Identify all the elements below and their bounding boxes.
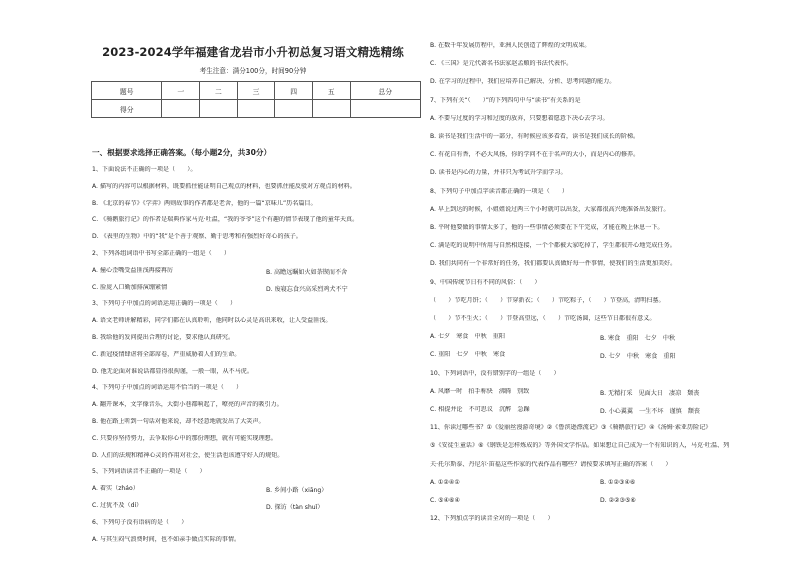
answer-option: D. 在学习的过程中，我们应培养自己解决、分析、思考问题的能力。 <box>430 78 616 86</box>
answer-option: A. 不要与过度的学习和过度的放弃，只要想着愿意下决心去学习。 <box>430 114 609 122</box>
question-line: 7、下列有关“（ ）”的下列四句中与“读书”有关系的是 <box>430 96 581 104</box>
score-table <box>91 81 421 118</box>
question-line: （ ）节吃月饼；（ ）节穿新衣；（ ）节吃粽子，（ ）节登高，清明扫墓。 <box>430 296 665 304</box>
answer-option: B. 在数千年发展历程中，亚洲人民创造了辉煌的文明成果。 <box>430 42 591 49</box>
score-input-cell[interactable] <box>275 100 313 118</box>
answer-option: B. 读书是我们生活中的一部分，有时候应该多看看，读书是我们成长的阶梯。 <box>430 133 640 140</box>
question-line: 3、下列句子中加点的词语运用正确的一项是（ ） <box>92 300 237 308</box>
answer-option: D. ②②③⑤⑥ <box>600 497 636 504</box>
answer-option: C. 新冠疫情肆虐将全部席卷，严重威胁着人们的生命。 <box>92 350 241 358</box>
answer-option: B. 他在路上听到一句话对他来说，却不经意地就发出了大笑声。 <box>92 418 265 425</box>
answer-option: A. 风靡一时 拍手称快 沸腾 别致 <box>430 387 530 395</box>
answer-option: D. 读书是内心的力量，并非只为考试升学而学习。 <box>430 169 567 177</box>
question-line: 12、下列加点字的读音全对的一项是（ ） <box>430 515 554 523</box>
answer-option: A. ①②④① <box>430 478 460 486</box>
answer-option: A. 语文老师讲解精彩，同学们都在认真聆听，他同时以心灵是高讯来收，让人受益匪浅。 <box>92 317 332 325</box>
answer-option: B. 寒食 重阳 七夕 中秋 <box>600 335 676 343</box>
question-line: 2、下列各组词语中书写全部正确的一组是（ ） <box>92 250 230 257</box>
question-line: 6、下列句子没有语病的是（ ） <box>92 518 188 526</box>
score-table-cell: 三 <box>237 82 275 100</box>
score-table-cell: 一 <box>162 82 200 100</box>
answer-option: C. 满是吃的说明中所用与自然相连接，一个个都被大家吃掉了，学生都很开心地完成任务。 <box>430 242 676 250</box>
score-input-cell[interactable] <box>350 100 420 118</box>
answer-option: B. 我给他的发问提出合理的讨论，要求他认真研究。 <box>92 334 235 341</box>
score-table-cell: 得分 <box>92 100 162 118</box>
answer-option: C. 只要你坚持努力，去争取你心中的那份理想，就有可能实现理想。 <box>92 434 277 442</box>
answer-option: A. 撞心歪嘴受益匪浅再接再厉 <box>92 266 174 274</box>
question-line: 9、中国传统节日有不同的风俗：（ ） <box>430 278 541 286</box>
answer-option: B. 乡间小路（xiāng） <box>266 487 328 495</box>
score-table-cell: 二 <box>200 82 238 100</box>
answer-option: B. 平时他要做的事情太多了，他的一些事情必须要在下午完成，才能在晚上休息一下。 <box>430 224 664 231</box>
score-input-cell[interactable] <box>200 100 238 118</box>
answer-option: B. 高瞻远瞩如火如荼锲而不舍 <box>266 268 348 276</box>
answer-option: D. 我们共同有一个非常好的任务，我们都要认真做好每一件事情，使我们的生活更加美好。 <box>430 260 677 268</box>
answer-option: B. 无精打采 见面大日 凄凉 颓丧 <box>600 389 700 397</box>
answer-option: D. 小心翼翼 一生不坏 谨慎 颓丧 <box>600 408 700 415</box>
answer-option: C. 相提并论 不可思议 沉醉 急躁 <box>430 406 530 413</box>
answer-option: A. 着实（zháo） <box>92 485 139 493</box>
question-line: 11、你读过哪些书？①《爱丽丝漫游奇境》②《鲁滨逊漂流记》③《骑鹅旅行记》④《汤姆·索亚历险记》 <box>430 424 712 432</box>
answer-option: A. 七夕 寒食 中秋 重阳 <box>430 333 505 341</box>
answer-option: D. 《表里的生物》中的“我”是个善于观察、勤于思考和有强烈好奇心的孩子。 <box>92 233 302 241</box>
answer-option: D. 他无论面对谁说话都显得很拘谨，一般一眼，从不马虎。 <box>92 367 253 375</box>
section-heading: 一、根据要求选择正确答案。（每小题2分，共30分） <box>92 148 272 157</box>
answer-option: A. 翻开课本，文字像音乐，大街小巷都响起了，嘹亮的声音的吸引力。 <box>92 401 283 409</box>
answer-option: A. 早上到达的时候，小姐姐说过两三个小时就可以出发，大家都很高兴地准备出发旅行。 <box>430 205 670 213</box>
question-line: （ ）节不生火；（ ）节登高望远，（ ）节吃汤圆，这些节日都很有意义。 <box>430 315 656 322</box>
exam-notice: 考生注意：满分100分，时间90分钟 <box>199 67 307 75</box>
score-table-cell: 题号 <box>92 82 162 100</box>
score-table-cell: 总分 <box>350 82 420 100</box>
answer-option: A. 描写的内容可以根据材料，既要抓住能证明自己观点的材料，也要抓住能反驳对方观点的材料。 <box>92 182 356 190</box>
question-line: ⑤《安徒生童话》⑥《钢铁是怎样炼成的》等外国文学作品。如果想让自己成为一个有知识的人，马克·吐温、列 <box>430 442 730 450</box>
answer-option: D. 探访（tàn shuǐ） <box>266 504 324 511</box>
answer-option: C. 过犹不及（dí） <box>92 502 143 509</box>
answer-option: C. 脸庞入口勤加排演绷紧情 <box>92 283 168 291</box>
answer-option: C. 《骑鹅旅行记》的作者是瑞典作家马克·吐温，“我的爷爷”这个有趣的情节表现了他的童年天真。 <box>92 216 359 224</box>
score-table-score-row <box>92 100 421 118</box>
answer-option: C. ⑤④⑥④ <box>430 497 460 504</box>
score-table-cell: 四 <box>275 82 313 100</box>
question-line: 5、下列词语读音不正确的一项是（ ） <box>92 468 206 476</box>
answer-option: C. 《三国》是元代著名书法家赵孟頫的书法代表作。 <box>430 60 573 68</box>
page-title: 2023-2024学年福建省龙岩市小升初总复习语文精选精练 <box>102 45 404 59</box>
answer-option: B. 《北京的春节》《学弈》两则故事的作者都是老舍，他的一篇“京味儿”历名篇目。 <box>92 199 317 207</box>
answer-option: D. 人们的法规和精神心灵的作用对社会，使生活也该遵守好人的规矩。 <box>92 451 284 459</box>
score-input-cell[interactable] <box>162 100 200 118</box>
question-line: 1、下面说法不正确的一项是（ ）。 <box>92 166 197 173</box>
question-line: 夫·托尔斯泰、丹尼尔·笛福这些作家的代表作品有哪些？请按要求填写正确的答案（ ） <box>430 460 672 468</box>
score-input-cell[interactable] <box>312 100 350 118</box>
answer-option: D. 废寝忘食兴高采烈鸡犬不宁 <box>266 285 348 293</box>
score-input-cell[interactable] <box>237 100 275 118</box>
question-line: 10、下列词语中，没有错别字的一组是（ ） <box>430 369 560 377</box>
answer-option: D. 七夕 中秋 寒食 重阳 <box>600 353 676 361</box>
answer-option: C. 重阳 七夕 中秋 寒食 <box>430 351 506 359</box>
question-line: 8、下列句子中加点字读音都正确的一项是（ ） <box>430 187 568 195</box>
answer-option: B. ①②③④⑥ <box>600 478 636 486</box>
question-line: 4、下列句子中加点的词语运用不恰当的一项是（ ） <box>92 384 243 392</box>
score-table-cell: 五 <box>312 82 350 100</box>
score-table-header-row <box>92 82 421 100</box>
answer-option: C. 有花自有香，不必大风扬，你的学问不在于名声的大小，而是内心的修养。 <box>430 151 640 159</box>
answer-option: A. 与其生闷气浪费时间，也不如亲手做点实际的事情。 <box>92 535 241 543</box>
